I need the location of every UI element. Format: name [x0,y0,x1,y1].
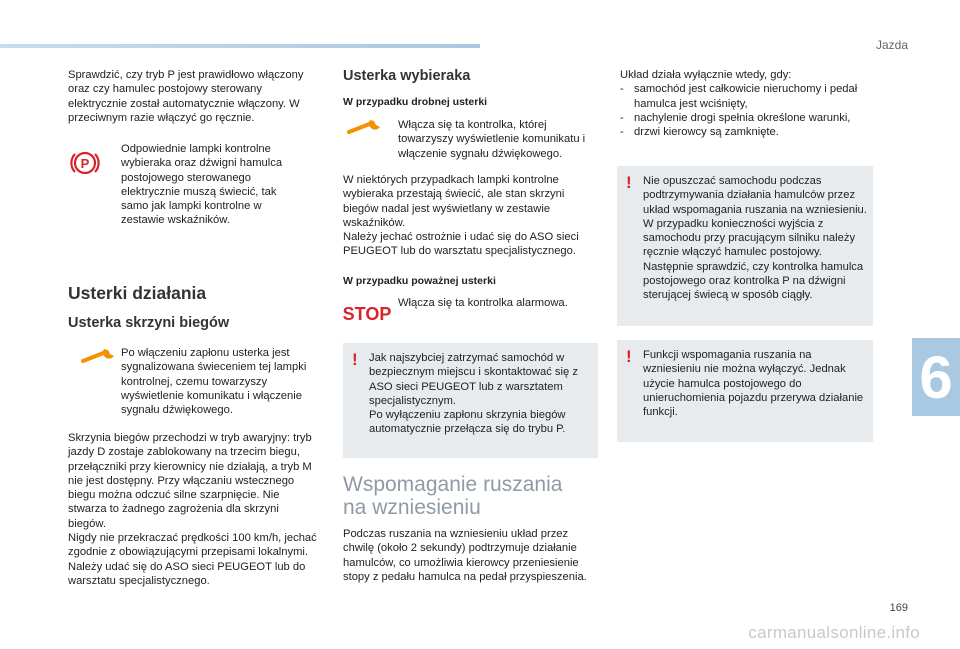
gearbox-body-paragraph: Nigdy nie przekraczać prędkości 100 km/h, jechać zgodnie z obowiązującymi przepisami lokalnymi. [68,532,317,559]
hill-heading-line: na wzniesieniu [343,496,481,519]
minor-fault-body [343,173,601,259]
exclamation-icon: ! [352,350,358,369]
warning-box-cannot-disable [617,340,873,442]
warning-box-leave-vehicle [617,166,873,326]
warning-box-paragraph: W przypadku konieczności wyjścia z samochodu przy pracującym silniku należy ręcznie włączyć hamulec postojowy. Następnie sprawdzić, czy kontrolka hamulca postojowego oraz kontrolka P na dźwigni sterującej świecą w sposób ciągły. [643,217,864,302]
parking-note: Odpowiednie lampki kontrolne wybieraka oraz dźwigni hamulca postojowego sterowanego elektrycznie muszą świecić, tak samo jak lampki kontrolne w zestawie wskaźników. [121,143,283,227]
warning-box-text: Funkcji wspomagania ruszania na wzniesieniu nie można wyłączyć. Jednak użycie hamulca postojowego do unieruchomienia pojazdu przerywa działanie funkcji. [643,349,864,419]
heading-hill-start-assist [343,473,601,519]
chapter-number: 6 [919,343,953,411]
hill-heading-line: Wspomaganie ruszania [343,473,563,496]
gearbox-body [68,431,318,588]
hill-start-body: Podczas ruszania na wzniesieniu układ przez chwilę (około 2 sekundy) podtrzymuje działanie hamulców, co umożliwia kierowcy przeniesienie stopy z pedału hamulca na pedał przyspieszenia. [343,528,587,583]
list-item-text: drzwi kierowcy są zamknięte. [634,126,779,139]
major-fault-note: Włącza się ta kontrolka alarmowa. [398,297,568,309]
minor-fault-paragraph: Należy jechać ostrożnie i udać się do ASO sieci PEUGEOT lub do warsztatu specjalistycznego. [343,231,579,258]
list-dash: - [620,111,624,124]
stop-warning-label: STOP [342,304,392,324]
gearbox-body-paragraph: Skrzynia biegów przechodzi w tryb awaryjny: tryb jazdy D zostaje zablokowany na trzecim biegu, przełączniki przy kierownicy nie działają, a tryb M nie jest dostępny. Przy włączaniu wstecznego biegu można odczuć silne szarpnięcie. Nie stwarza to żadnego zagrożenia dla skrzyni biegów. [68,432,312,530]
stop-warning-icon [342,302,392,329]
header-accent-bar [0,44,480,48]
list-dash: - [620,126,624,139]
minor-fault-paragraph: W niektórych przypadkach lampki kontrolne wybieraka przestają świecić, ale stan skrzyni biegów nadal jest wyświetlany w zestawie wskaźników. [343,174,565,229]
warning-box-text [643,174,867,303]
heading-minor-fault: W przypadku drobnej usterki [343,96,488,108]
warning-box-paragraph: Jak najszybciej zatrzymać samochód w bezpiecznym miejscu i skontaktować się z ASO sieci PEUGEOT lub z warsztatem specjalistycznym. [369,352,578,407]
conditions-intro: Układ działa wyłącznie wtedy, gdy: [620,69,792,81]
svg-text:P: P [80,156,90,171]
list-item [620,82,872,111]
watermark: carmanualsonline.info [748,623,920,642]
wrench-icon [80,346,118,371]
section-label: Jazda [875,38,908,52]
exclamation-icon: ! [626,173,632,192]
intro-paragraph: Sprawdzić, czy tryb P jest prawidłowo włączony oraz czy hamulec postojowy sterowany elektrycznie został automatycznie włączony. W przeciwnym razie włączyć go ręcznie. [68,69,304,124]
list-dash: - [620,83,624,96]
warning-box-paragraph: Nie opuszczać samochodu podczas podtrzymywania działania hamulców przez układ wspomagania ruszania na wzniesieniu. [643,175,867,216]
wrench-icon [346,117,384,142]
list-item [620,111,872,125]
gearbox-note: Po włączeniu zapłonu usterka jest sygnalizowana świeceniem tej lampki kontrolnej, czemu towarzyszy wyświetlenie komunikatu i włączenie sygnału dźwiękowego. [121,347,307,417]
conditions-list [620,68,872,139]
list-item-text: samochód jest całkowicie nieruchomy i pedał hamulca jest wciśnięty, [634,83,858,110]
warning-box-paragraph: Po wyłączeniu zapłonu skrzynia biegów automatycznie przełącza się do trybu P. [369,409,566,436]
heading-major-fault: W przypadku poważnej usterki [343,275,496,287]
heading-malfunctions: Usterki działania [68,283,207,303]
page-number: 169 [889,602,908,614]
warning-box-stop [343,343,598,458]
heading-gearbox-fault: Usterka skrzyni biegów [68,315,230,331]
gearbox-body-paragraph: Należy udać się do ASO sieci PEUGEOT lub do warsztatu specjalistycznego. [68,560,306,587]
list-item-text: nachylenie drogi spełnia określone warunki, [634,111,851,124]
list-item [620,125,872,139]
parking-brake-warning-icon [70,148,100,183]
exclamation-icon: ! [626,347,632,366]
warning-box-text [369,351,592,437]
chapter-tab [912,338,960,416]
heading-selector-fault: Usterka wybieraka [343,68,471,84]
minor-fault-note: Włącza się ta kontrolka, której towarzyszy wyświetlenie komunikatu i włączenie sygnału dźwiękowego. [398,119,586,160]
